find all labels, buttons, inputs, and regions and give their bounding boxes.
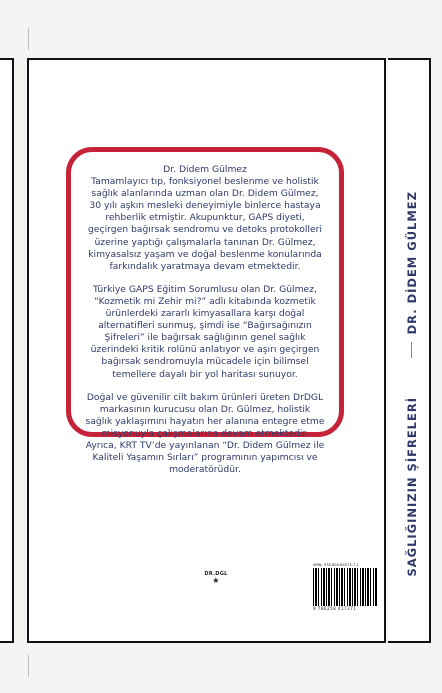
publisher-logo (196, 571, 236, 585)
bio-author-name: Dr. Didem Gülmez (163, 164, 247, 175)
spine-title-text: SAĞLIĞINIZIN ŞİFRELERİ (405, 397, 419, 577)
isbn-barcode (313, 563, 377, 623)
crop-mark (28, 655, 29, 677)
bio-paragraph-2: Türkiye GAPS Eğitim Sorumlusu olan Dr. Gülmez, “Kozmetik mi Zehir mi?” adlı kitabında kozmetik ürünlerdeki zararlı kimyasallara karşı doğal alternatifleri sunmuş, şimdi ise “Bağırsağınızın Şifreleri” ile bağırsak sağlığının genel sağlık üzerindeki kritik rolünü anlatıyor ve aşırı geçirgen bağırsak sendromuyla mücadele için bilimsel temellere dayalı bir yol haritası sunuyor. (90, 283, 320, 380)
spine-author-text: DR. DİDEM GÜLMEZ (405, 191, 419, 335)
spine-title (400, 366, 424, 608)
publisher-logo-text: DR.DGL (204, 571, 228, 577)
bio-paragraph-3: Doğal ve güvenilir cilt bakım ürünleri üreten DrDGL markasının kurucusu olan Dr. Gülmez, holistik sağlık yaklaşımını hayatın her alanına entegre etme misyonuyla çalışmalarına devam etmektedir. Ayrıca, KRT TV’de yayınlanan “Dr. Didem Gülmez ile Kaliteli Yaşamın Sırları” programının yapımcısı ve moderatörüdür. (85, 391, 325, 476)
spine-divider (411, 342, 412, 358)
isbn-digits: 9 786258 417271 (313, 606, 357, 611)
barcode-bars (313, 568, 377, 606)
crop-mark (28, 28, 29, 50)
star-icon: ★ (212, 576, 220, 585)
isbn-label: ISBN: 978-605-85573-7-1 (313, 563, 359, 567)
bio-paragraph-1: Tamamlayıcı tıp, fonksiyonel beslenme ve holistik sağlık alanlarında uzman olan Dr. Didem Gülmez, 30 yılı aşkın mesleki deneyimiyle binlerce hastaya rehberlik etmiştir. Akupunktur, GAPS diyeti, geçirgen bağırsak sendromu ve detoks protokolleri üzerine yaptığı çalışmalarla tanınan Dr. Gülmez, kimyasalsız yaşam ve doğal beslenme konularında farkındalık yaratmaya devam etmektedir. (88, 176, 322, 272)
adjacent-cover-edge (0, 58, 14, 643)
spine-author (400, 192, 424, 334)
author-bio-panel (66, 147, 344, 476)
